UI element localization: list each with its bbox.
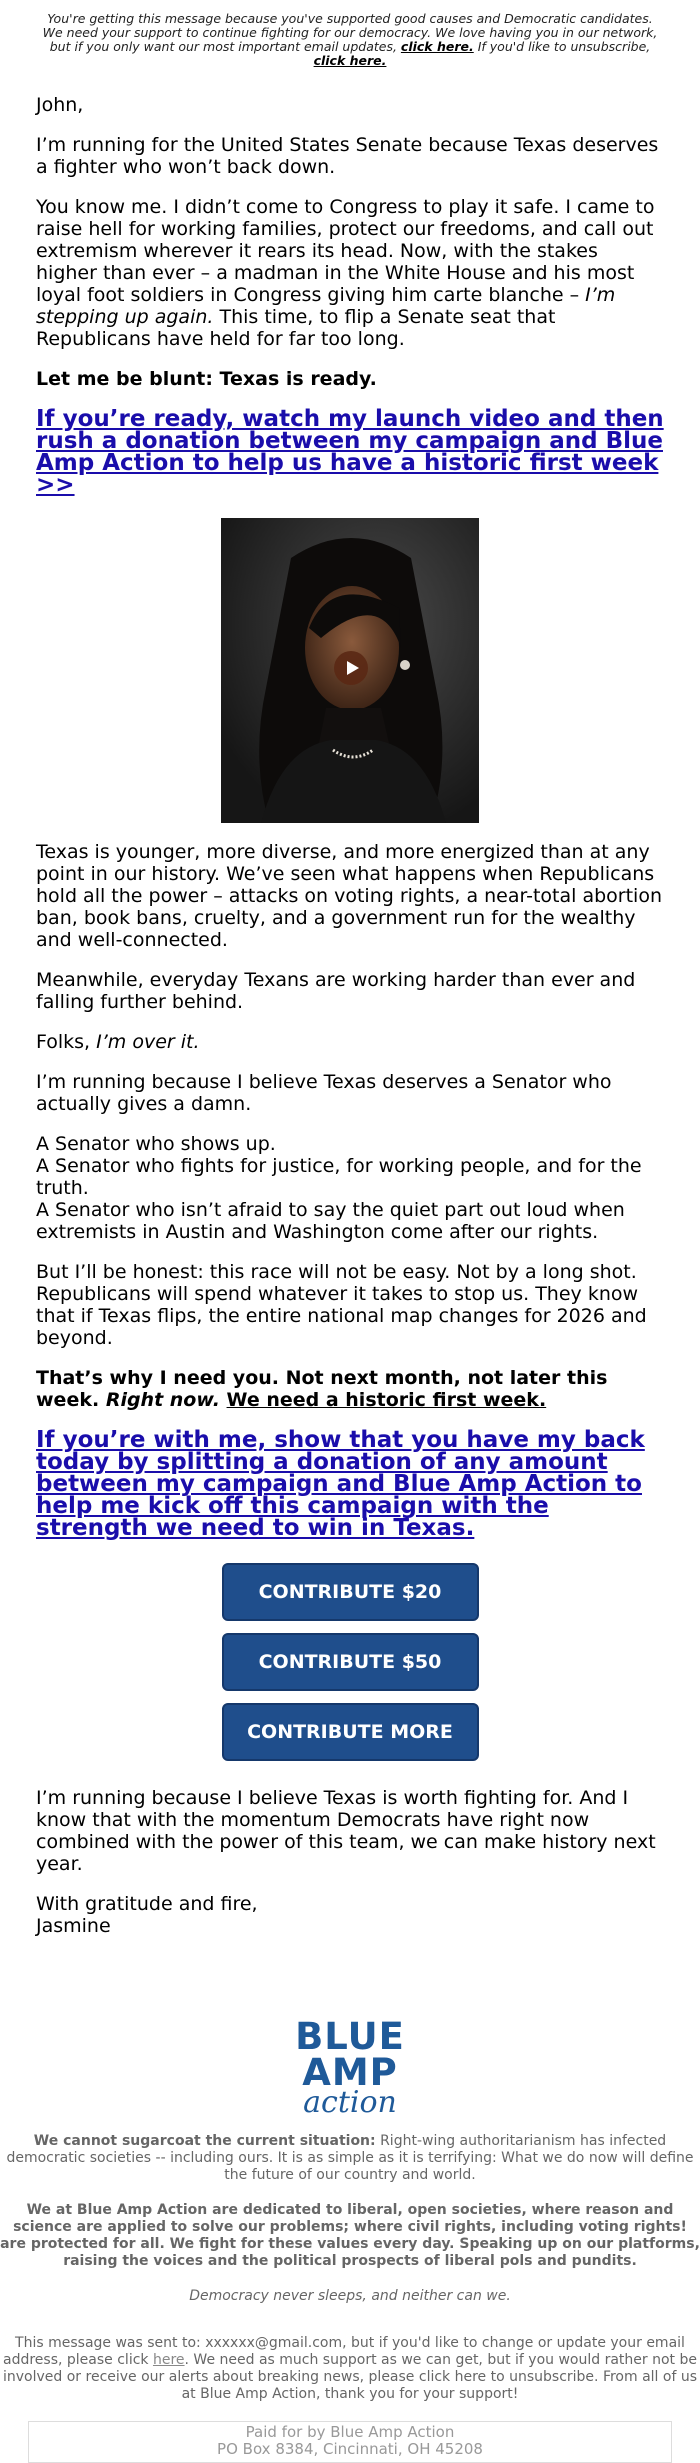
paid-for-box <box>28 2421 672 2463</box>
paragraph-senator-list <box>36 1133 664 1243</box>
paragraph-folks-text: Folks, <box>36 1031 97 1053</box>
signoff-text: With gratitude and fire, <box>36 1893 258 1915</box>
greeting: John, <box>36 94 84 116</box>
paragraph-honest: But I’ll be honest: this race will not be easy. Not by a long shot. Republicans will spend whatever it takes to stop us. They know that if Texas flips, the entire national map changes for 2026 and beyond. <box>36 1261 647 1349</box>
paragraph-folks <box>36 1031 664 1053</box>
contribute-50-button[interactable]: CONTRIBUTE $50 <box>222 1633 479 1691</box>
paragraph-senator: I’m running because I believe Texas deserves a Senator who actually gives a damn. <box>36 1071 612 1115</box>
paragraph-need-you <box>36 1367 664 1411</box>
footer-lead-bold: We cannot sugarcoat the current situation: <box>33 2133 376 2149</box>
logo-tagline: action <box>303 2085 397 2120</box>
signature: Jasmine <box>36 1915 111 1937</box>
manage-preferences-link[interactable]: click here. <box>400 39 474 54</box>
footer-motto: Democracy never sleeps, and neither can we. <box>189 2288 511 2304</box>
launch-video-thumbnail[interactable] <box>221 518 479 823</box>
sent-to-text-end: . We need as much support as we can get, but if you would rather not be involved or receive our alerts about breaking news, please click here to unsubscribe. From all of us at Blue Amp Action, thank you for your support! <box>3 2352 697 2402</box>
contribute-20-button[interactable]: CONTRIBUTE $20 <box>222 1563 479 1621</box>
paragraph-meanwhile: Meanwhile, everyday Texans are working harder than ever and falling further behind. <box>36 969 636 1013</box>
footer-sent-to <box>0 2335 700 2403</box>
sent-to-text: This message was sent to: xxxxxx@gmail.com, but if you'd like to change or update your email address, please click <box>3 2335 685 2368</box>
paid-for-address: PO Box 8384, Cincinnati, OH 45208 <box>217 2440 483 2458</box>
senator-line-1: A Senator who shows up. <box>36 1133 276 1155</box>
unsubscribe-link[interactable]: click here. <box>313 53 387 68</box>
paragraph-background-emphasis: I’m stepping up again. <box>36 284 616 328</box>
need-you-text: That’s why I need you. Not next month, not later this week. <box>36 1367 608 1411</box>
preheader-text: You're getting this message because you've supported good causes and Democratic candidates. We need your support to continue fighting for our democracy. We love having you in our network, but if you only want our most important email updates, <box>42 11 658 54</box>
paragraph-folks-emphasis: I’m over it. <box>96 1031 200 1053</box>
contribute-more-button[interactable]: CONTRIBUTE MORE <box>222 1703 479 1761</box>
paragraph-intro: I’m running for the United States Senate because Texas deserves a fighter who won’t back down. <box>36 134 659 178</box>
preheader <box>0 0 700 68</box>
blue-amp-action-logo <box>250 2015 450 2120</box>
email-body <box>0 94 700 1937</box>
signoff <box>36 1893 664 1937</box>
footer <box>0 2015 700 2463</box>
right-now-text: Right now. <box>105 1389 220 1411</box>
senator-line-2: A Senator who fights for justice, for working people, and for the truth. <box>36 1155 642 1199</box>
footer-lead-text: Right-wing authoritarianism has infected democratic societies -- including ours. It is as simple as it is terrifying: What we do now will define the future of our country and world. <box>6 2133 694 2183</box>
senator-line-3: A Senator who isn’t afraid to say the quiet part out loud when extremists in Austin and Washington come after our rights. <box>36 1199 625 1243</box>
paragraph-background <box>36 196 664 350</box>
historic-week-text: We need a historic first week. <box>226 1389 547 1411</box>
play-icon[interactable] <box>334 651 368 685</box>
paragraph-texas: Texas is younger, more diverse, and more energized than at any point in our history. We’ve seen what happens when Republicans hold all the power – attacks on voting rights, a near-total abortion ban, book bans, cruelty, and a government run for the wealthy and well-connected. <box>36 841 662 951</box>
launch-video-donate-link[interactable]: If you’re ready, watch my launch video and then rush a donation between my campaign and Blue Amp Action to help us have a historic first week >> <box>36 406 664 498</box>
footer-lead <box>0 2133 700 2184</box>
logo-wordmark: BLUE AMP <box>295 2015 405 2094</box>
paid-for-line: Paid for by Blue Amp Action <box>245 2423 455 2441</box>
paragraph-background-text: You know me. I didn’t come to Congress to play it safe. I came to raise hell for working families, protect our freedoms, and call out extremism wherever it rears its head. Now, with the stakes higher than ever – a madman in the White House and his most loyal foot soldiers in Congress giving him carte blanche – <box>36 196 655 306</box>
paragraph-closing: I’m running because I believe Texas is worth fighting for. And I know that with the momentum Democrats have right now combined with the power of this team, we can make history next year. <box>36 1787 656 1875</box>
split-donation-link[interactable]: If you’re with me, show that you have my back today by splitting a donation of any amount between my campaign and Blue Amp Action to help me kick off this campaign with the strength we need to win in Texas. <box>36 1427 645 1541</box>
update-email-link[interactable]: here <box>152 2352 185 2368</box>
preheader-text-2: If you'd like to unsubscribe, <box>473 39 651 54</box>
paragraph-blunt: Let me be blunt: Texas is ready. <box>36 368 377 390</box>
paragraph-background-end: This time, to flip a Senate seat that Republicans have held for far too long. <box>36 306 556 350</box>
footer-mission: We at Blue Amp Action are dedicated to liberal, open societies, where reason and science are applied to solve our problems; where civil rights, including voting rights! are protected for all. We fight for these values every day. Speaking up on our platforms, raising the voices and the political prospects of liberal pols and pundits. <box>0 2202 700 2269</box>
